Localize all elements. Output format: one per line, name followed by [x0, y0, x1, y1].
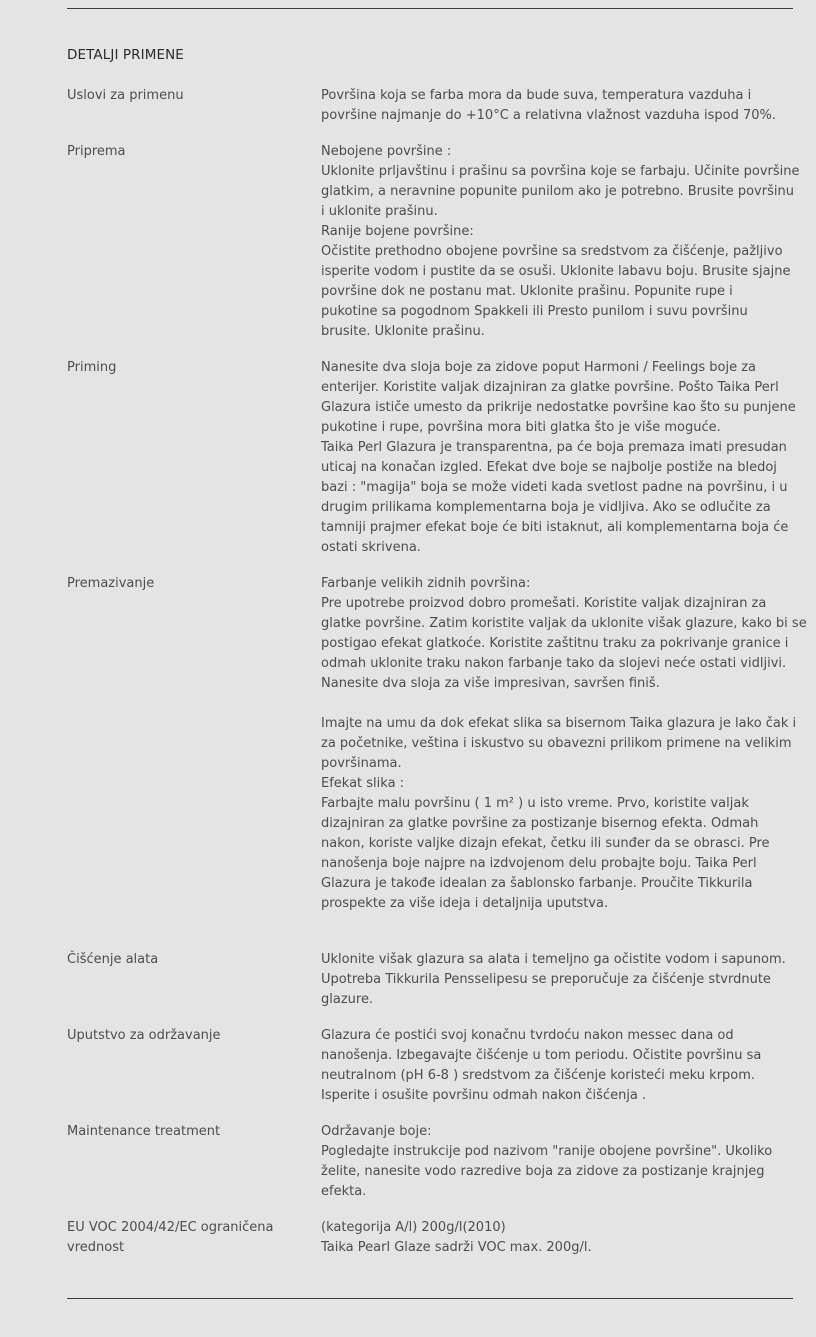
detail-value-line: Pogledajte instrukcije pod nazivom "ranije obojene površine". Ukoliko — [321, 1144, 773, 1159]
detail-value-line: brusite. Uklonite prašinu. — [321, 324, 485, 339]
detail-value-line: neutralnom (pH 6-8 ) sredstvom za čišćenje koristeći meku krpom. — [321, 1068, 756, 1083]
detail-value-line: Glazura je takođe idealan za šablonsko farbanje. Proučite Tikkurila — [321, 876, 753, 891]
detail-value-line: odmah uklonite traku nakon farbanje tako da slojevi neće ostati vidljivi. — [321, 656, 787, 671]
detail-label — [67, 950, 297, 970]
detail-value-line: Taika Pearl Glaze sadrži VOC max. 200g/l. — [321, 1240, 592, 1255]
detail-value-line: i uklonite prašinu. — [321, 204, 438, 219]
detail-value-line: enterijer. Koristite valjak dizajniran za glatke površine. Pošto Taika Perl — [321, 380, 779, 395]
detail-value — [321, 142, 800, 342]
detail-value-line: ostati skrivena. — [321, 540, 421, 555]
detail-value-line: Glazura ističe umesto da prikrije nedostatke površine kao što su punjene — [321, 400, 796, 415]
detail-label — [67, 574, 297, 594]
detail-value-line: površinama. — [321, 756, 402, 771]
detail-label — [67, 1122, 297, 1142]
detail-value-line: Nanesite dva sloja za više impresivan, savršen finiš. — [321, 676, 660, 691]
detail-label — [67, 1218, 297, 1258]
detail-value-line: nakon, koriste valjke dizajn efekat, četku ili sunđer da se obrasci. Pre — [321, 836, 770, 851]
detail-value-line: dizajniran za glatke površine za postizanje bisernog efekta. Odmah — [321, 816, 759, 831]
bottom-divider — [67, 1298, 793, 1299]
detail-value-line — [321, 694, 793, 714]
detail-value — [321, 358, 796, 558]
top-divider — [67, 8, 793, 9]
detail-value-line: efekta. — [321, 1184, 367, 1199]
detail-value-line: isperite vodom i pustite da se osuši. Uklonite labavu boju. Brusite sjajne — [321, 264, 791, 279]
detail-value — [321, 86, 793, 126]
detail-value-line: pukotine i rupe, površina mora biti glatka što je više moguće. — [321, 420, 721, 435]
detail-label-line: Priming — [67, 360, 117, 375]
detail-value-line: prospekte za više ideja i detaljnija uputstva. — [321, 896, 609, 911]
detail-label — [67, 1026, 297, 1046]
detail-value-line: glatke površine. Zatim koristite valjak da uklonite višak glazure, kako bi se — [321, 616, 807, 631]
detail-value-line: Taika Perl Glazura je transparentna, pa će boja premaza imati presudan — [321, 440, 787, 455]
detail-value — [321, 1026, 793, 1106]
section-title: DETALJI PRIMENE — [67, 47, 184, 63]
detail-value — [321, 574, 807, 914]
detail-value-line: Farbanje velikih zidnih površina: — [321, 576, 531, 591]
detail-value-line: Upotreba Tikkurila Pensselipesu se preporučuje za čišćenje stvrdnute — [321, 972, 771, 987]
detail-label-line: Priprema — [67, 144, 126, 159]
detail-value-line: Ranije bojene površine: — [321, 224, 474, 239]
detail-value — [321, 1218, 793, 1258]
detail-value-line: drugim prilikama komplementarna boja je vidljiva. Ako se odlučite za — [321, 500, 771, 515]
detail-value-line: Očistite prethodno obojene površine sa sredstvom za čišćenje, pažljivo — [321, 244, 783, 259]
detail-label — [67, 142, 297, 162]
detail-label-line: vrednost — [67, 1240, 125, 1255]
detail-label-line: Uslovi za primenu — [67, 88, 184, 103]
detail-label — [67, 358, 297, 378]
detail-value-line: želite, nanesite vodo razredive boja za zidove za postizanje krajnjeg — [321, 1164, 765, 1179]
detail-label-line: Uputstvo za održavanje — [67, 1028, 221, 1043]
detail-value-line: glazure. — [321, 992, 374, 1007]
detail-value-line: Nanesite dva sloja boje za zidove poput Harmoni / Feelings boje za — [321, 360, 756, 375]
detail-value-line: nanošenja boje najpre na izdvojenom delu probajte boju. Taika Perl — [321, 856, 757, 871]
detail-label-line: Čišćenje alata — [67, 952, 159, 967]
detail-label-line: EU VOC 2004/42/EC ograničena — [67, 1220, 274, 1235]
detail-label — [67, 86, 297, 106]
detail-value-line: nanošenja. Izbegavajte čišćenje u tom periodu. Očistite površinu sa — [321, 1048, 762, 1063]
detail-value-line: Uklonite prljavštinu i prašinu sa površina koje se farbaju. Učinite površine — [321, 164, 800, 179]
detail-value-line: (kategorija A/l) 200g/l(2010) — [321, 1220, 506, 1235]
detail-value-line: Efekat slika : — [321, 776, 405, 791]
detail-value-line: Glazura će postići svoj konačnu tvrdoću nakon messec dana od — [321, 1028, 734, 1043]
detail-value-line: za početnike, veština i iskustvo su obavezni prilikom primene na velikim — [321, 736, 792, 751]
detail-value-line: postigao efekat glatkoće. Koristite zaštitnu traku za pokrivanje granice i — [321, 636, 789, 651]
detail-value-line: Imajte na umu da dok efekat slika sa bisernom Taika glazura je lako čak i — [321, 716, 797, 731]
detail-value-line: površine najmanje do +10°C a relativna vlažnost vazduha ispod 70%. — [321, 108, 776, 123]
detail-value — [321, 950, 793, 1010]
detail-value-line: pukotine sa pogodnom Spakkeli ili Presto punilom i suvu površinu — [321, 304, 748, 319]
detail-value-line: Površina koja se farba mora da bude suva, temperatura vazduha i — [321, 88, 752, 103]
detail-value-line: Uklonite višak glazura sa alata i temeljno ga očistite vodom i sapunom. — [321, 952, 786, 967]
detail-value-line: Pre upotrebe proizvod dobro promešati. Koristite valjak dizajniran za — [321, 596, 767, 611]
detail-label-line: Maintenance treatment — [67, 1124, 221, 1139]
detail-value-line: Farbajte malu površinu ( 1 m² ) u isto vreme. Prvo, koristite valjak — [321, 796, 749, 811]
detail-value-line: bazi : "magija" boja se može videti kada svetlost padne na površinu, i u — [321, 480, 788, 495]
detail-value-line: tamniji prajmer efekat boje će biti istaknut, ali komplementarna boja će — [321, 520, 789, 535]
detail-value-line: Nebojene površine : — [321, 144, 452, 159]
detail-value-line: uticaj na konačan izgled. Efekat dve boje se najbolje postiže na bledoj — [321, 460, 777, 475]
detail-value-line: Održavanje boje: — [321, 1124, 432, 1139]
detail-value — [321, 1122, 793, 1202]
detail-label-line: Premazivanje — [67, 576, 155, 591]
detail-value-line: površine dok ne postanu mat. Uklonite prašinu. Popunite rupe i — [321, 284, 733, 299]
detail-value-line: Isperite i osušite površinu odmah nakon čišćenja . — [321, 1088, 647, 1103]
detail-value-line: glatkim, a neravnine popunite punilom ako je potrebno. Brusite površinu — [321, 184, 794, 199]
